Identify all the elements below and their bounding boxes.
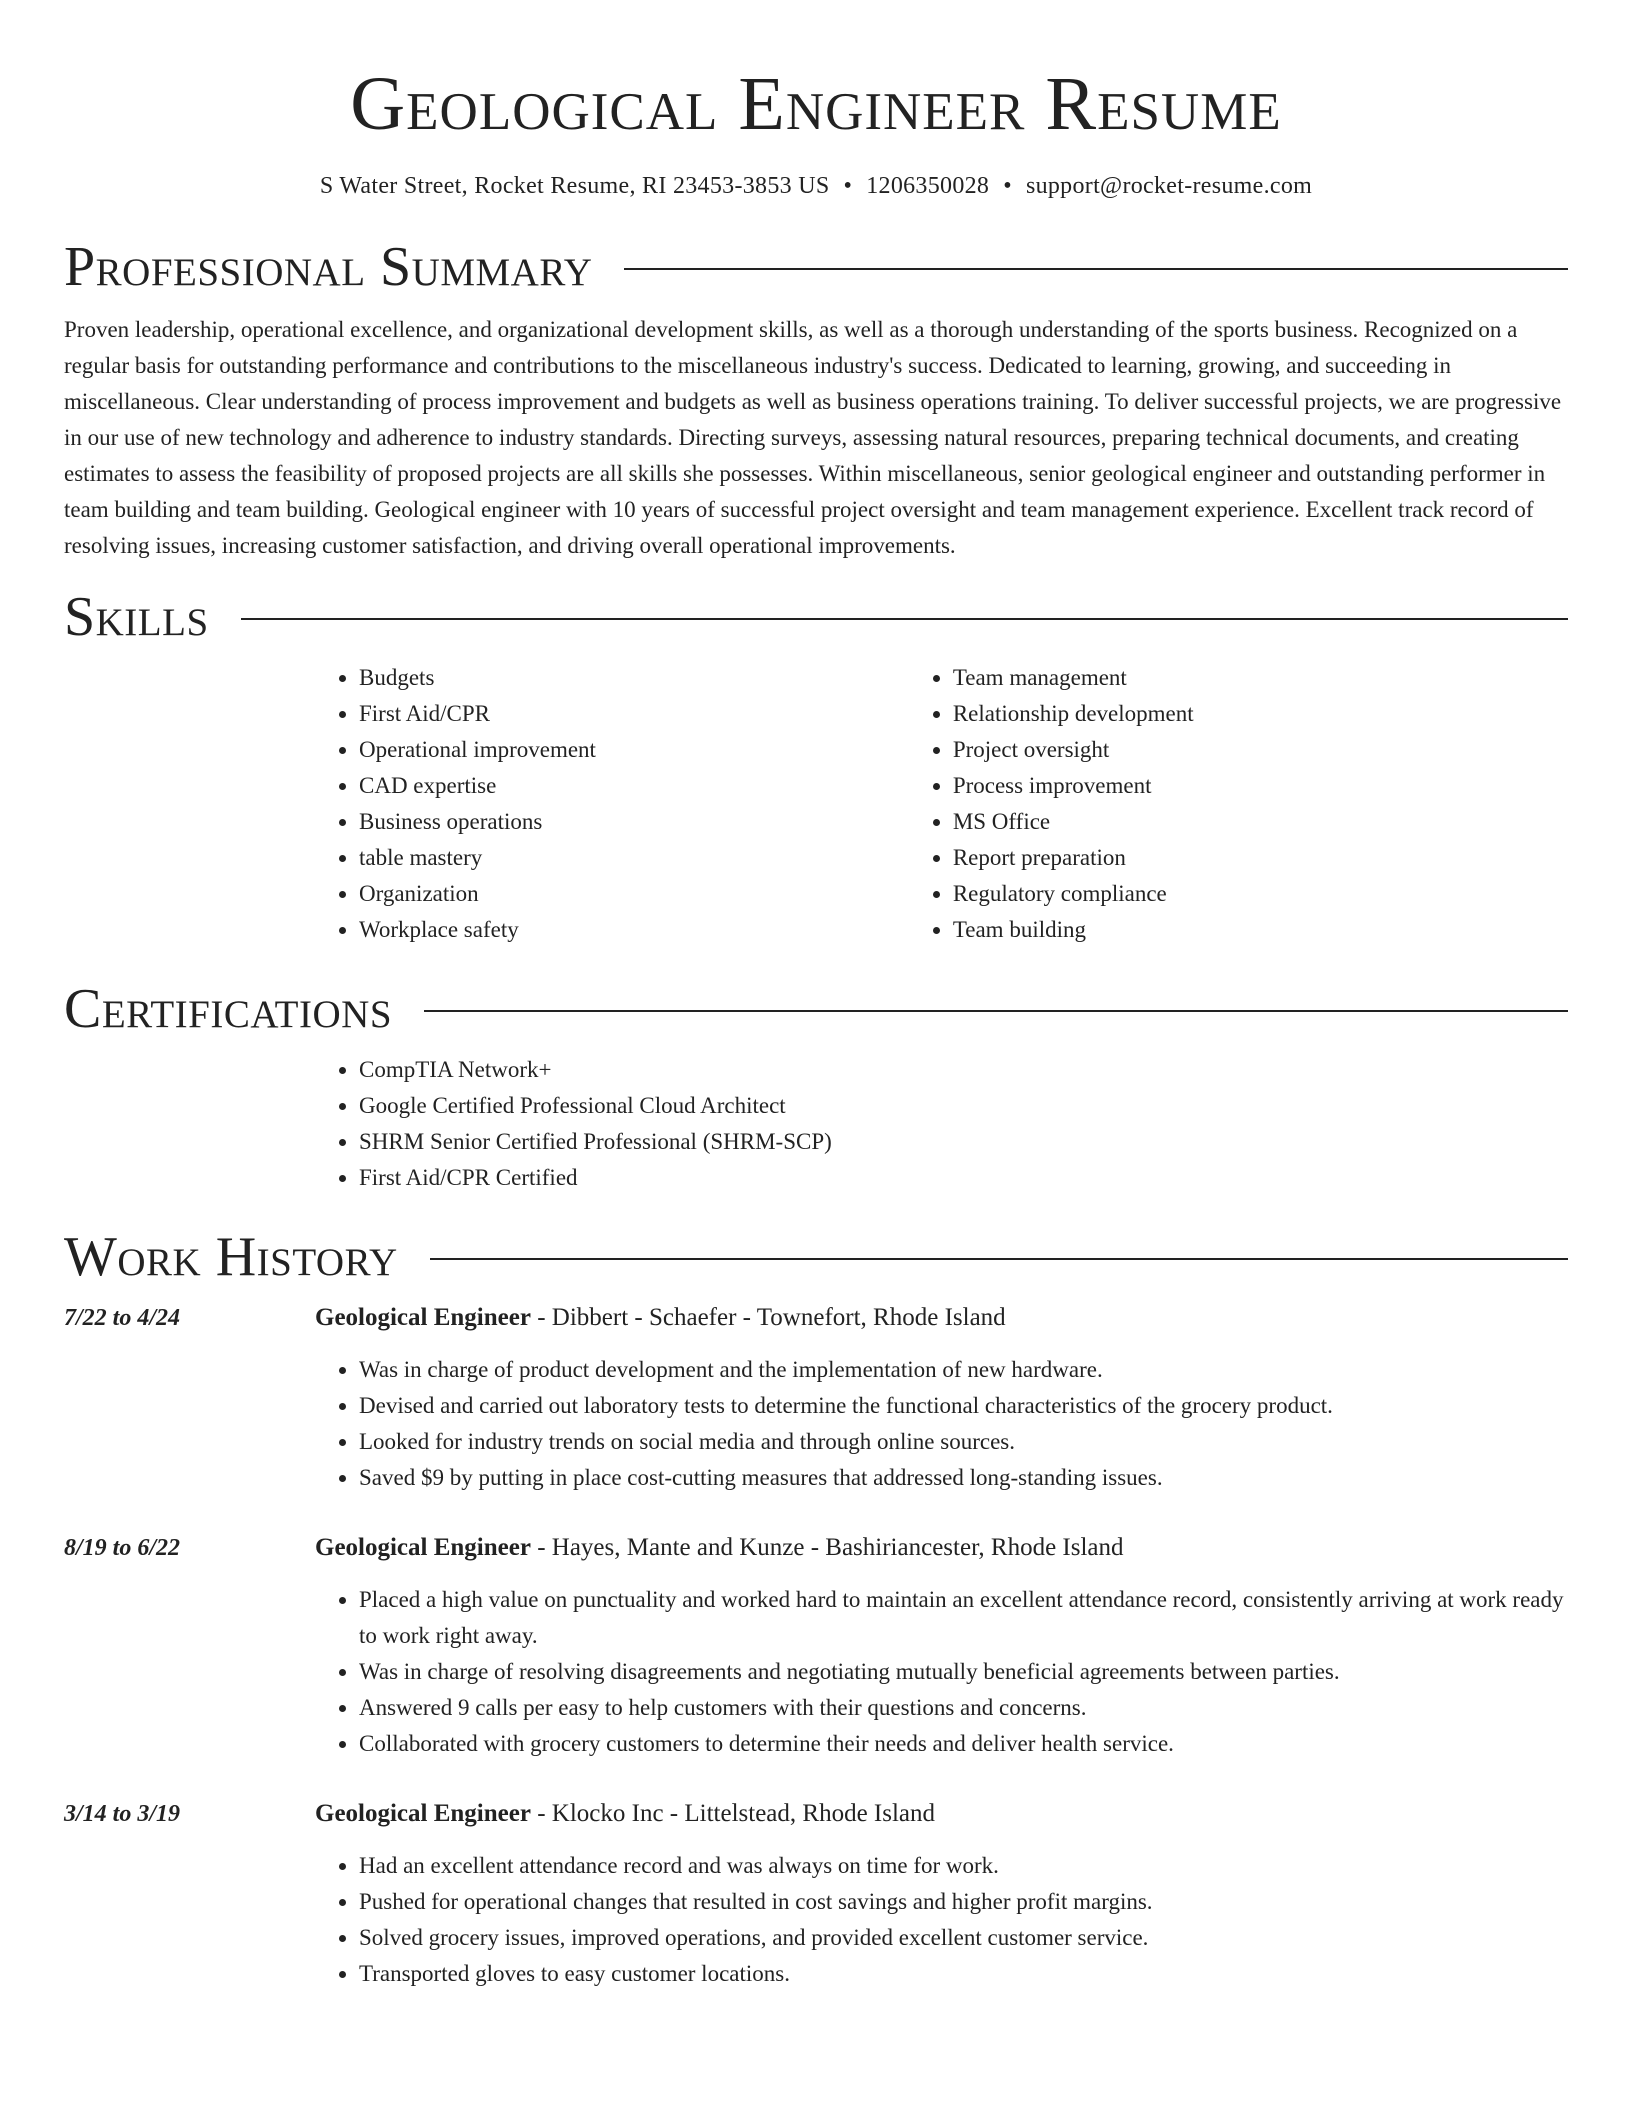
job-bullet: • Solved grocery issues, improved operations, and provided excellent customer service. bbox=[359, 1920, 1568, 1956]
job-bullet: • Devised and carried out laboratory tests to determine the functional characteristics of the grocery product. bbox=[359, 1388, 1568, 1424]
skill-item: • MS Office bbox=[953, 804, 1568, 840]
job-title: Geological Engineer bbox=[315, 1304, 531, 1331]
skills-heading: Skills bbox=[64, 586, 209, 648]
skills-grid bbox=[315, 660, 1568, 948]
contact-line bbox=[64, 170, 1568, 202]
summary-text: Proven leadership, operational excellence, and organizational development skills, as well as a thorough understanding of the sports business. Recognized on a regular basis for outstanding performance and contributions to the miscellaneous industry's success. Dedicated to learning, growing, and succeeding in miscellaneous. Clear understanding of process improvement and budgets as well as business operations training. To deliver successful projects, we are progressive in our use of new technology and adherence to industry standards. Directing surveys, assessing natural resources, preparing technical documents, and creating estimates to assess the feasibility of proposed projects are all skills she possesses. Within miscellaneous, senior geological engineer and outstanding performer in team building and team building. Geological engineer with 10 years of successful project oversight and team management experience. Excellent track record of resolving issues, increasing customer satisfaction, and driving overall operational improvements. bbox=[64, 317, 1562, 558]
job-bullet: • Pushed for operational changes that resulted in cost savings and higher profit margins. bbox=[359, 1884, 1568, 1920]
job-entry bbox=[64, 1796, 1568, 1992]
skills-list-right bbox=[909, 660, 1568, 948]
skill-item: • Organization bbox=[359, 876, 909, 912]
contact-separator: • bbox=[843, 173, 853, 199]
certifications-section-header bbox=[64, 976, 1568, 1042]
job-header bbox=[315, 1530, 1568, 1566]
skill-item: • Report preparation bbox=[953, 840, 1568, 876]
certification-item: • SHRM Senior Certified Professional (SHRM-SCP) bbox=[359, 1124, 1568, 1160]
skill-item: • Operational improvement bbox=[359, 732, 909, 768]
certifications-list bbox=[315, 1052, 1568, 1196]
contact-address: S Water Street, Rocket Resume, RI 23453-3853 US bbox=[319, 173, 830, 199]
job-bullet: • Was in charge of resolving disagreements and negotiating mutually beneficial agreements between parties. bbox=[359, 1654, 1568, 1690]
job-bullets bbox=[315, 1848, 1568, 1992]
job-title: Geological Engineer bbox=[315, 1534, 531, 1561]
skill-item: • Team management bbox=[953, 660, 1568, 696]
certification-item: • First Aid/CPR Certified bbox=[359, 1160, 1568, 1196]
job-bullet: • Answered 9 calls per easy to help customers with their questions and concerns. bbox=[359, 1690, 1568, 1726]
skills-section-header bbox=[64, 584, 1568, 650]
skill-item: • Relationship development bbox=[953, 696, 1568, 732]
job-dates: 7/22 to 4/24 bbox=[64, 1305, 181, 1331]
job-dates: 3/14 to 3/19 bbox=[64, 1801, 181, 1827]
job-bullet: • Saved $9 by putting in place cost-cutting measures that addressed long-standing issues. bbox=[359, 1460, 1568, 1496]
contact-email: support@rocket-resume.com bbox=[1025, 173, 1313, 199]
job-bullet: • Placed a high value on punctuality and worked hard to maintain an excellent attendance record, consistently arriving at work ready to work right away. bbox=[359, 1582, 1568, 1654]
skill-item: • table mastery bbox=[359, 840, 909, 876]
skill-item: • Project oversight bbox=[953, 732, 1568, 768]
resume-page bbox=[64, 0, 1568, 1992]
job-body bbox=[315, 1796, 1568, 1992]
job-detail: - Klocko Inc - Littelstead, Rhode Island bbox=[530, 1800, 936, 1827]
skill-item: • Workplace safety bbox=[359, 912, 909, 948]
job-bullet: • Looked for industry trends on social media and through online sources. bbox=[359, 1424, 1568, 1460]
certification-item: • CompTIA Network+ bbox=[359, 1052, 1568, 1088]
summary-heading: Professional Summary bbox=[64, 236, 593, 298]
job-body bbox=[315, 1530, 1568, 1762]
skill-item: • Team building bbox=[953, 912, 1568, 948]
work-heading: Work History bbox=[64, 1226, 398, 1288]
skills-list-left bbox=[315, 660, 909, 948]
skill-item: • Process improvement bbox=[953, 768, 1568, 804]
job-header bbox=[315, 1300, 1568, 1336]
work-section-header bbox=[64, 1224, 1568, 1290]
contact-separator: • bbox=[1003, 173, 1012, 199]
job-title: Geological Engineer bbox=[315, 1800, 531, 1827]
certifications-heading: Certifications bbox=[64, 978, 393, 1040]
section-divider bbox=[241, 618, 1568, 620]
section-divider bbox=[424, 1010, 1568, 1012]
job-dates: 8/19 to 6/22 bbox=[64, 1535, 181, 1561]
job-bullets bbox=[315, 1352, 1568, 1496]
job-body bbox=[315, 1300, 1568, 1496]
job-header bbox=[315, 1796, 1568, 1832]
section-divider bbox=[624, 268, 1568, 270]
section-divider bbox=[430, 1258, 1568, 1260]
job-entry bbox=[64, 1300, 1568, 1496]
job-detail: - Dibbert - Schaefer - Townefort, Rhode Island bbox=[530, 1304, 1006, 1331]
skill-item: • Regulatory compliance bbox=[953, 876, 1568, 912]
job-bullet: • Transported gloves to easy customer locations. bbox=[359, 1956, 1568, 1992]
job-bullet: • Collaborated with grocery customers to determine their needs and deliver health service. bbox=[359, 1726, 1568, 1762]
job-detail: - Hayes, Mante and Kunze - Bashiriancester, Rhode Island bbox=[530, 1534, 1124, 1561]
job-entry bbox=[64, 1530, 1568, 1762]
summary-section-header bbox=[64, 234, 1568, 300]
resume-title: Geological Engineer Resume bbox=[350, 62, 1282, 146]
skill-item: • Business operations bbox=[359, 804, 909, 840]
skill-item: • Budgets bbox=[359, 660, 909, 696]
job-bullets bbox=[315, 1582, 1568, 1762]
job-bullet: • Was in charge of product development and the implementation of new hardware. bbox=[359, 1352, 1568, 1388]
certification-item: • Google Certified Professional Cloud Architect bbox=[359, 1088, 1568, 1124]
skill-item: • First Aid/CPR bbox=[359, 696, 909, 732]
contact-phone: 1206350028 bbox=[866, 173, 990, 199]
job-bullet: • Had an excellent attendance record and was always on time for work. bbox=[359, 1848, 1568, 1884]
skill-item: • CAD expertise bbox=[359, 768, 909, 804]
